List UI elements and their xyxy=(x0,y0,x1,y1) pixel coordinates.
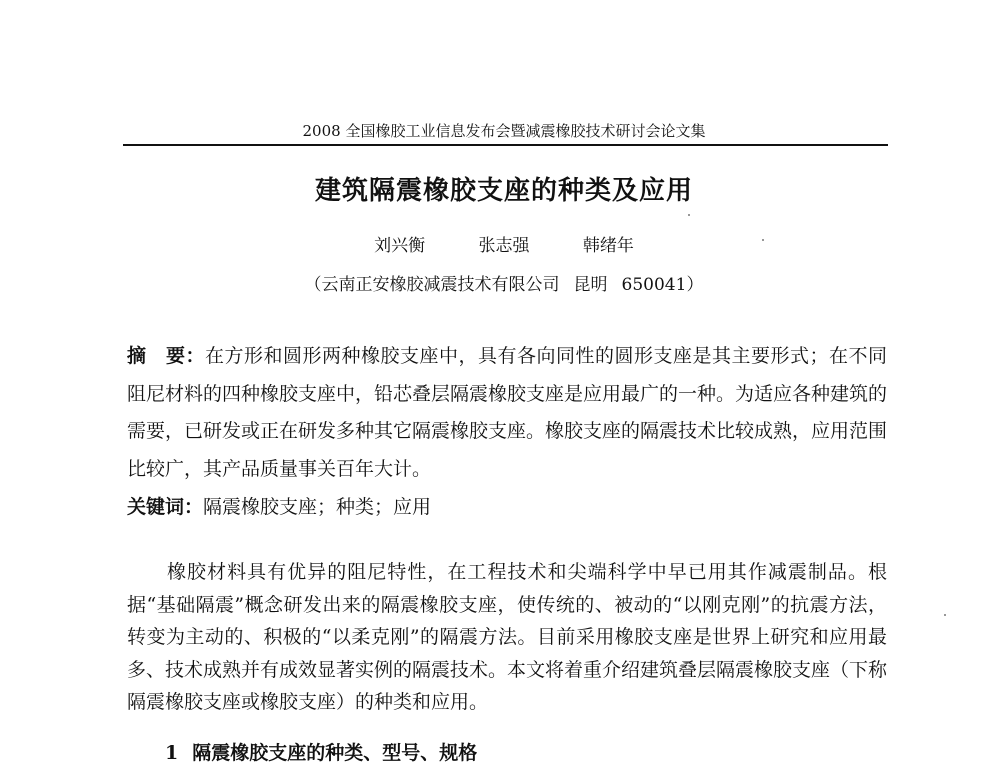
scan-speck xyxy=(762,239,764,241)
section-number: 1 xyxy=(165,742,179,764)
affiliation-postcode: 650041 xyxy=(621,275,687,295)
author-name: 韩绪年 xyxy=(582,236,634,256)
keywords xyxy=(127,492,887,522)
paper-title: 建筑隔震橡胶支座的种类及应用 xyxy=(314,176,693,206)
keywords-text: 隔震橡胶支座；种类；应用 xyxy=(203,496,432,518)
affiliation-org: 云南正安橡胶减震技术有限公司 xyxy=(321,275,560,295)
abstract-text: 在方形和圆形两种橡胶支座中，具有各向同性的圆形支座是其主要形式；在不同阻尼材料的四种橡胶支座中，铅芯叠层隔震橡胶支座是应用最广的一种。为适应各种建筑的需要，已研发或正在研发多种其它隔震橡胶支座。橡胶支座的隔震技术比较成熟，应用范围比较广，其产品质量事关百年大计。 xyxy=(127,345,888,480)
scan-speck xyxy=(944,614,946,616)
abstract xyxy=(127,338,887,488)
body-paragraph: 橡胶材料具有优异的阻尼特性，在工程技术和尖端科学中早已用其作减震制品。根据“基础隔震”概念研发出来的隔震橡胶支座，使传统的、被动的“以刚克刚”的抗震方法，转变为主动的、积极的“以柔克刚”的隔震方法。目前采用橡胶支座是世界上研究和应用最多、技术成熟并有成效显著实例的隔震技术。本文将着重介绍建筑叠层隔震橡胶支座（下称隔震橡胶支座或橡胶支座）的种类和应用。 xyxy=(127,561,888,713)
section-heading xyxy=(165,738,477,765)
scan-speck xyxy=(688,214,690,216)
abstract-label: 摘 要： xyxy=(127,345,205,367)
affiliation-close-paren: ） xyxy=(686,275,704,295)
keywords-label: 关键词： xyxy=(127,496,204,518)
running-header: 2008 全国橡胶工业信息发布会暨减震橡胶技术研讨会论文集 xyxy=(302,122,706,140)
affiliation-city: 昆明 xyxy=(573,275,608,295)
header-rule xyxy=(123,144,888,146)
affiliation xyxy=(120,270,888,295)
affiliation-open-paren: （ xyxy=(304,275,322,295)
author-name: 刘兴衡 xyxy=(374,236,426,256)
author-list xyxy=(120,231,888,256)
section-title: 隔震橡胶支座的种类、型号、规格 xyxy=(192,742,478,764)
author-name: 张志强 xyxy=(478,236,530,256)
